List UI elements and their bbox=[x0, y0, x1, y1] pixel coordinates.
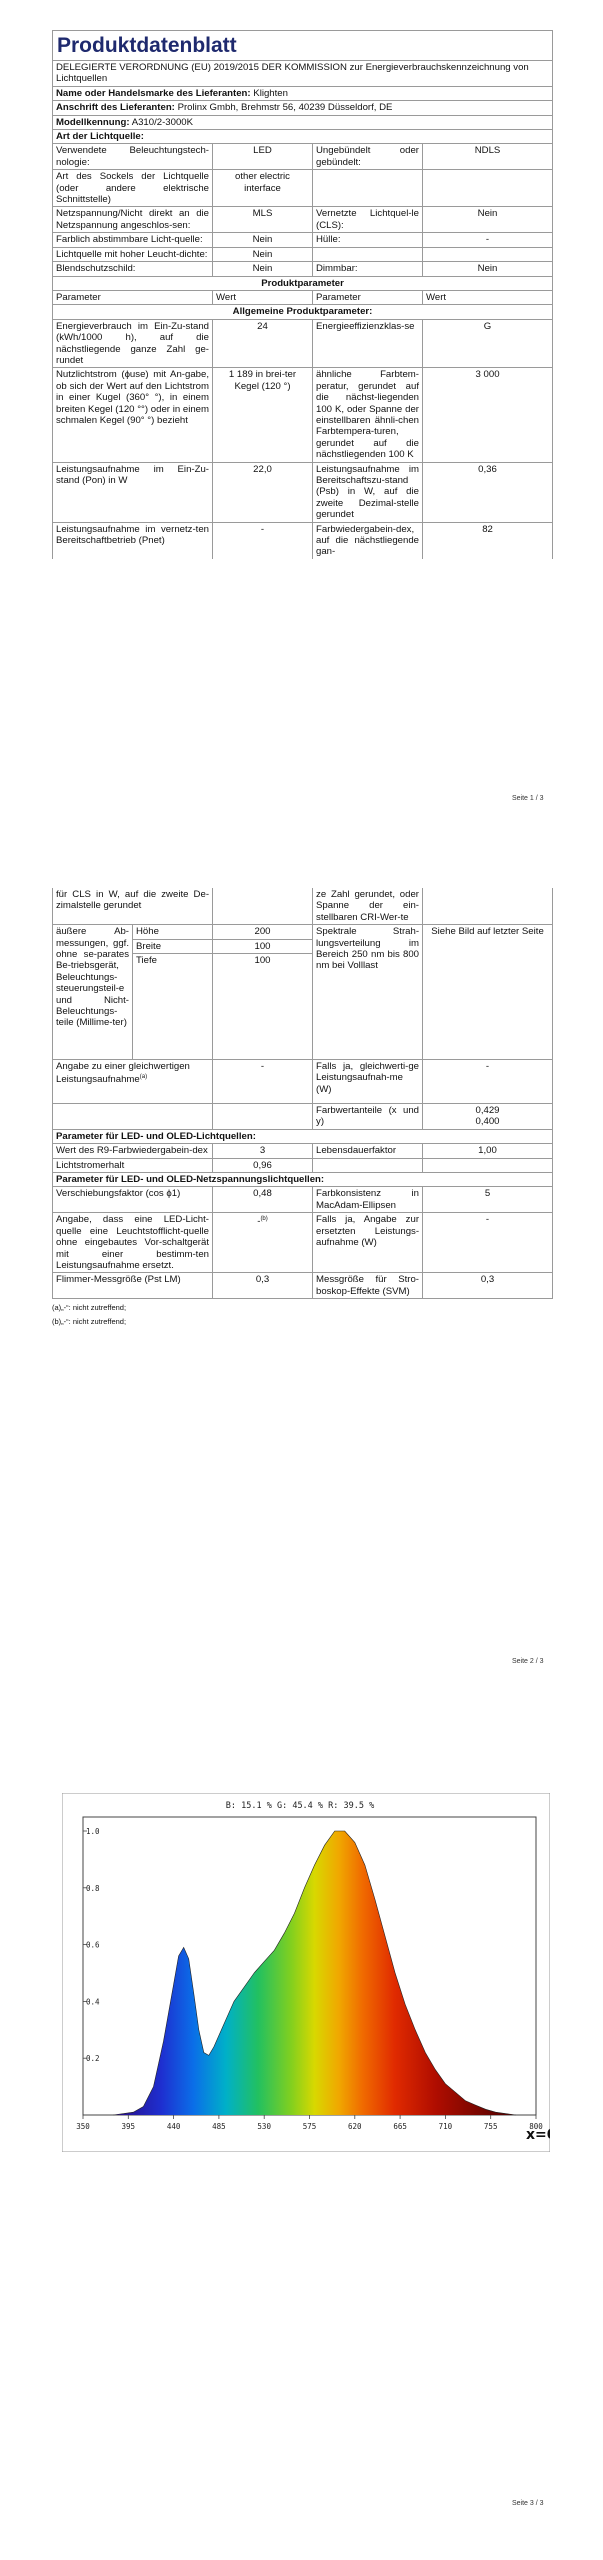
param-value: 0,48 bbox=[213, 1187, 313, 1213]
supplier-label: Name oder Handelsmarke des Lieferanten: bbox=[56, 87, 251, 99]
chroma-y: 0,400 bbox=[475, 1116, 500, 1128]
page-2-sheet bbox=[52, 888, 552, 1329]
page-1-sheet bbox=[52, 30, 552, 559]
param-label: Verwendete Beleuchtungstech-nologie: bbox=[53, 144, 213, 170]
param-value bbox=[423, 1104, 553, 1130]
param-value: 1 189 in brei-ter Kegel (120 °) bbox=[213, 368, 313, 462]
param-label: Dimmbar: bbox=[313, 262, 423, 276]
chroma-x: 0,429 bbox=[475, 1105, 500, 1117]
y-tick-label: 0.6 bbox=[86, 1940, 100, 1950]
param-label: Wert des R9-Farbwiedergabein-dex bbox=[53, 1144, 213, 1158]
param-label bbox=[313, 170, 423, 207]
page-2 bbox=[0, 880, 603, 1680]
page-number: Seite 3 / 3 bbox=[512, 2500, 544, 2507]
table-row bbox=[53, 1213, 553, 1273]
x-tick-label: 800 bbox=[529, 2122, 543, 2131]
table-row bbox=[53, 1060, 553, 1104]
param-value: NDLS bbox=[423, 144, 553, 170]
param-value: LED bbox=[213, 144, 313, 170]
x-tick-label: 350 bbox=[76, 2122, 90, 2131]
param-label: Flimmer-Messgröße (Pst LM) bbox=[53, 1273, 213, 1299]
page-number: Seite 1 / 3 bbox=[512, 795, 544, 802]
dimension-name: Tiefe bbox=[133, 954, 213, 1060]
param-label: Farbkonsistenz in MacAdam-Ellipsen bbox=[313, 1187, 423, 1213]
address-value: Prolinx Gmbh, Brehmstr 56, 40239 Düsseldorf, DE bbox=[177, 102, 393, 114]
param-value: - bbox=[213, 522, 313, 559]
table-row bbox=[53, 1158, 553, 1172]
param-label: Falls ja, gleichwerti-ge Leistungsaufnah-me (W) bbox=[313, 1060, 423, 1104]
param-value: Nein bbox=[423, 262, 553, 276]
table-row bbox=[53, 144, 553, 170]
table-row bbox=[53, 207, 553, 233]
document-title: Produktdatenblatt bbox=[53, 31, 553, 61]
param-value: Nein bbox=[213, 262, 313, 276]
column-header: Wert bbox=[423, 290, 553, 304]
param-value: - bbox=[213, 1060, 313, 1104]
x-tick-label: 575 bbox=[302, 2122, 317, 2131]
dimensions-label: äußere Ab-messungen, ggf. ohne se-parates Be-triebsgerät, Beleuchtungs-steuerungsteil-e und Nicht-Beleuchtungs-teile (Millime-ter) bbox=[53, 925, 133, 1060]
equiv-label-text: Angabe zu einer gleichwertigen Leistungsaufnahme bbox=[56, 1061, 190, 1086]
column-header: Parameter bbox=[313, 290, 423, 304]
param-label: Blendschutzschild: bbox=[53, 262, 213, 276]
param-value: 0,96 bbox=[213, 1158, 313, 1172]
address-label: Anschrift des Lieferanten: bbox=[56, 102, 175, 114]
param-value: 1,00 bbox=[423, 1144, 553, 1158]
x-axis-label: x= bbox=[526, 2127, 547, 2143]
x-tick-label: 710 bbox=[438, 2122, 453, 2131]
param-value: - bbox=[423, 233, 553, 247]
dimension-value: 100 bbox=[213, 954, 313, 1060]
table-row bbox=[53, 233, 553, 247]
chart-title: B: 15.1 % G: 45.4 % R: 39.5 % bbox=[225, 1801, 375, 1811]
footnote-ref: (b) bbox=[260, 1216, 268, 1223]
column-header: Parameter bbox=[53, 290, 213, 304]
param-label: Art des Sockels der Lichtquelle (oder andere elektrische Schnittstelle) bbox=[53, 170, 213, 207]
led-parameters-header: Parameter für LED- und OLED-Lichtquellen: bbox=[53, 1129, 553, 1143]
x-tick-label: 665 bbox=[393, 2122, 407, 2131]
param-value: Nein bbox=[213, 233, 313, 247]
y-tick-label: 0.2 bbox=[86, 2054, 100, 2064]
page-number: Seite 2 / 3 bbox=[512, 1658, 544, 1665]
model-row bbox=[53, 115, 553, 129]
general-parameters-header: Allgemeine Produktparameter: bbox=[53, 305, 553, 319]
datasheet-table bbox=[52, 30, 553, 559]
empty-cell bbox=[213, 888, 313, 925]
regulation-text: DELEGIERTE VERORDNUNG (EU) 2019/2015 DER KOMMISSION zur Energieverbrauchskennzeichnung von Lichtquellen bbox=[53, 61, 553, 87]
param-value: 24 bbox=[213, 319, 313, 368]
param-value: - bbox=[423, 1213, 553, 1273]
param-value: 3 000 bbox=[423, 368, 553, 462]
param-value: 3 bbox=[213, 1144, 313, 1158]
param-label bbox=[53, 1060, 213, 1104]
table-row bbox=[53, 262, 553, 276]
param-label: Leistungsaufnahme im vernetz-ten Bereitschaftbetrieb (Pnet) bbox=[53, 522, 213, 559]
param-value: 0,3 bbox=[213, 1273, 313, 1299]
param-value bbox=[213, 1213, 313, 1273]
light-type-header: Art der Lichtquelle: bbox=[53, 130, 553, 144]
param-label: Hülle: bbox=[313, 233, 423, 247]
column-header: Wert bbox=[213, 290, 313, 304]
param-label: Energieeffizienzklas-se bbox=[313, 319, 423, 368]
param-value bbox=[423, 170, 553, 207]
mains-parameters-header: Parameter für LED- und OLED-Netzspannungslichtquellen: bbox=[53, 1173, 553, 1187]
empty-cell bbox=[53, 1104, 213, 1130]
supplier-row bbox=[53, 86, 553, 100]
x-tick-label: 485 bbox=[212, 2122, 226, 2131]
param-label: Falls ja, Angabe zur ersetzten Leistungs-aufnahme (W) bbox=[313, 1213, 423, 1273]
ctrl-value: - bbox=[257, 1216, 261, 1228]
param-value: other electric interface bbox=[213, 170, 313, 207]
param-label: ähnliche Farbtem-peratur, gerundet auf die nächst-liegenden 100 K, oder Spanne der einstellbaren ähnli-chen Farbtempera-turen, gerundet auf die nächstliegenden 100 K bbox=[313, 368, 423, 462]
param-label: Lichtstromerhalt bbox=[53, 1158, 213, 1172]
param-value: G bbox=[423, 319, 553, 368]
table-row bbox=[53, 170, 553, 207]
footnote-b: (b)„-“: nicht zutreffend; bbox=[52, 1317, 127, 1327]
param-label bbox=[313, 247, 423, 261]
page-1 bbox=[0, 0, 603, 802]
table-row bbox=[53, 925, 553, 939]
dimension-value: 200 bbox=[213, 925, 313, 939]
table-row bbox=[53, 462, 553, 522]
param-label: Leistungsaufnahme im Ein-Zu-stand (Pon) in W bbox=[53, 462, 213, 522]
param-label: Messgröße für Stro-boskop-Effekte (SVM) bbox=[313, 1273, 423, 1299]
param-label: Lichtquelle mit hoher Leucht-dichte: bbox=[53, 247, 213, 261]
table-row bbox=[53, 1187, 553, 1213]
param-label: Farbwertanteile (x und y) bbox=[313, 1104, 423, 1130]
param-value: MLS bbox=[213, 207, 313, 233]
x-tick-label: 530 bbox=[257, 2122, 271, 2131]
param-value: 82 bbox=[423, 522, 553, 559]
param-value bbox=[423, 247, 553, 261]
param-value: 0,36 bbox=[423, 462, 553, 522]
dimension-name: Breite bbox=[133, 939, 213, 953]
param-label: Energieverbrauch im Ein-Zu-stand (kWh/1000 h), auf die nächstliegende ganze Zahl ge-rundet bbox=[53, 319, 213, 368]
table-row bbox=[53, 247, 553, 261]
param-label: Lebensdauerfaktor bbox=[313, 1144, 423, 1158]
param-label: ze Zahl gerundet, oder Spanne der ein-stellbaren CRI-Wer-te bbox=[313, 888, 423, 925]
param-label: Vernetzte Lichtquel-le (CLS): bbox=[313, 207, 423, 233]
table-row bbox=[53, 1273, 553, 1299]
datasheet-table-continued bbox=[52, 888, 553, 1299]
spectral-value: Siehe Bild auf letzter Seite bbox=[423, 925, 553, 1060]
spectral-label: Spektrale Strah-lungsverteilung im Bereich 250 nm bis 800 nm bei Volllast bbox=[313, 925, 423, 1060]
param-label: Farbwiedergabein-dex, auf die nächstliegende gan- bbox=[313, 522, 423, 559]
column-header-row bbox=[53, 290, 553, 304]
param-label: Nutzlichtstrom (ϕuse) mit An-gabe, ob sich der Wert auf den Lichtstrom in einer Kugel (360° °), in einem breiten Kegel (120 °°) oder in einem schmalen Kegel (90° °) bezieht bbox=[53, 368, 213, 462]
empty-cell bbox=[423, 1158, 553, 1172]
param-value: Nein bbox=[423, 207, 553, 233]
param-value: 5 bbox=[423, 1187, 553, 1213]
x-tick-label: 395 bbox=[121, 2122, 136, 2131]
table-row bbox=[53, 888, 553, 925]
footnote-ref: (a) bbox=[139, 1074, 148, 1081]
model-label: Modellkennung: bbox=[56, 116, 130, 128]
param-value: 22,0 bbox=[213, 462, 313, 522]
table-row bbox=[53, 1144, 553, 1158]
empty-cell bbox=[313, 1158, 423, 1172]
table-row bbox=[53, 1104, 553, 1130]
param-label: Netzspannung/Nicht direkt an die Netzspannung angeschlos-sen: bbox=[53, 207, 213, 233]
y-tick-label: 0.8 bbox=[86, 1883, 100, 1893]
param-label: Leistungsaufnahme im Bereitschaftszu-stand (Psb) in W, auf die zweite Dezimal-stelle gerundet bbox=[313, 462, 423, 522]
param-label: für CLS in W, auf die zweite De-zimalstelle gerundet bbox=[53, 888, 213, 925]
y-tick-label: 0.4 bbox=[86, 1997, 100, 2007]
y-tick-label: 1.0 bbox=[86, 1827, 100, 1836]
x-tick-label: 755 bbox=[483, 2122, 498, 2131]
dimension-name: Höhe bbox=[133, 925, 213, 939]
spectrum-chart bbox=[62, 1793, 550, 2152]
param-label: Verschiebungsfaktor (cos ϕ1) bbox=[53, 1187, 213, 1213]
dimension-value: 100 bbox=[213, 939, 313, 953]
address-row bbox=[53, 101, 553, 115]
param-label: Ungebündelt oder gebündelt: bbox=[313, 144, 423, 170]
param-value: Nein bbox=[213, 247, 313, 261]
product-parameters-header: Produktparameter bbox=[53, 276, 553, 290]
table-row bbox=[53, 368, 553, 462]
footnote-a: (a)„-“: nicht zutreffend; bbox=[52, 1303, 127, 1313]
param-label: Farblich abstimmbare Licht-quelle: bbox=[53, 233, 213, 247]
table-row bbox=[53, 319, 553, 368]
param-value: 0,3 bbox=[423, 1273, 553, 1299]
empty-cell bbox=[423, 888, 553, 925]
model-value: A310/2-3000K bbox=[131, 116, 194, 128]
x-tick-label: 440 bbox=[166, 2122, 181, 2131]
spectrum-svg bbox=[62, 1793, 550, 2152]
x-tick-label: 620 bbox=[348, 2122, 362, 2131]
param-label: Angabe, dass eine LED-Licht-quelle eine Leuchtstofflicht-quelle ohne eingebautes Vor-schaltgerät mit einer bestimm-ten Leistungsaufnahme ersetzt. bbox=[53, 1213, 213, 1273]
supplier-value: Klighten bbox=[253, 87, 288, 99]
param-value: - bbox=[423, 1060, 553, 1104]
empty-cell bbox=[213, 1104, 313, 1130]
table-row bbox=[53, 522, 553, 559]
